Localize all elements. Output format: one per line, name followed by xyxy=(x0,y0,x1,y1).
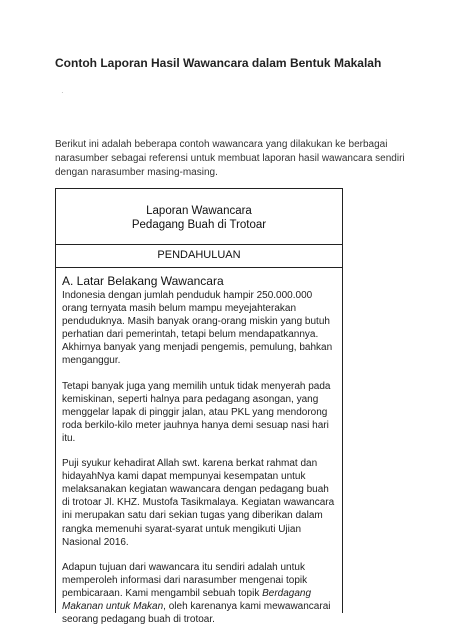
subheading: A. Latar Belakang Wawancara xyxy=(62,274,224,288)
page-title: Contoh Laporan Hasil Wawancara dalam Bentuk Makalah xyxy=(55,56,382,70)
report-header xyxy=(56,189,342,245)
paragraph-text: Adapun tujuan dari wawancara itu sendiri adalah untuk memperoleh informasi dari narasumber mengenai topik pembicaraan. Kami mengambil sebuah topik xyxy=(62,561,308,599)
paragraph: Tetapi banyak juga yang memilih untuk tidak menyerah pada kemiskinan, seperti halnya para pedagang asongan, yang menggelar lapak di pinggir jalan, atau PKL yang mendorong roda berkilo-kilo meter jauhnya hanya demi sesuap nasi hari itu. xyxy=(62,380,331,444)
paragraph-last xyxy=(62,561,336,626)
report-box xyxy=(55,188,343,626)
report-subtitle: Pedagang Buah di Trotoar xyxy=(131,219,267,231)
report-title: Laporan Wawancara xyxy=(146,205,252,217)
paragraph: Puji syukur kehadirat Allah swt. karena berkat rahmat dan hidayahNya kami dapat mempunyai kesempatan untuk melaksanakan kegiatan wawancara dengan pedagang buah di trotoar Jl. KHZ. Mustofa Tasikmalaya. Kegiatan wawancara ini merupakan satu dari sekian tugas yang diberikan dalam rangka memenuhi syarat-syarat untuk mengikuti Ujian Nasional 2016. xyxy=(62,458,335,548)
paragraph-text: , oleh karenanya kami mewawancarai seorang pedagang buah di trotoar. xyxy=(62,600,331,626)
paragraph: Indonesia dengan jumlah penduduk hampir 250.000.000 orang ternyata masih belum mampu meyejahterakan penduduknya. Masih banyak orang-orang miskin yang butuh perhatian dari pemerintah, tetapi belum mendapatkannya. Akhirnya banyak yang menjadi pengemis, pemulung, bahkan menganggur. xyxy=(62,290,333,367)
topic-italic: Berdagang Makanan untuk Makan xyxy=(62,587,312,612)
intro-paragraph: Berikut ini adalah beberapa contoh wawancara yang dilakukan ke berbagai narasumber sebagai referensi untuk membuat laporan hasil wawancara sendiri dengan narasumber masing-masing. xyxy=(55,139,405,178)
section-title: PENDAHULUAN xyxy=(56,245,342,268)
bullet-marker: · xyxy=(61,88,64,97)
report-content xyxy=(56,268,342,626)
